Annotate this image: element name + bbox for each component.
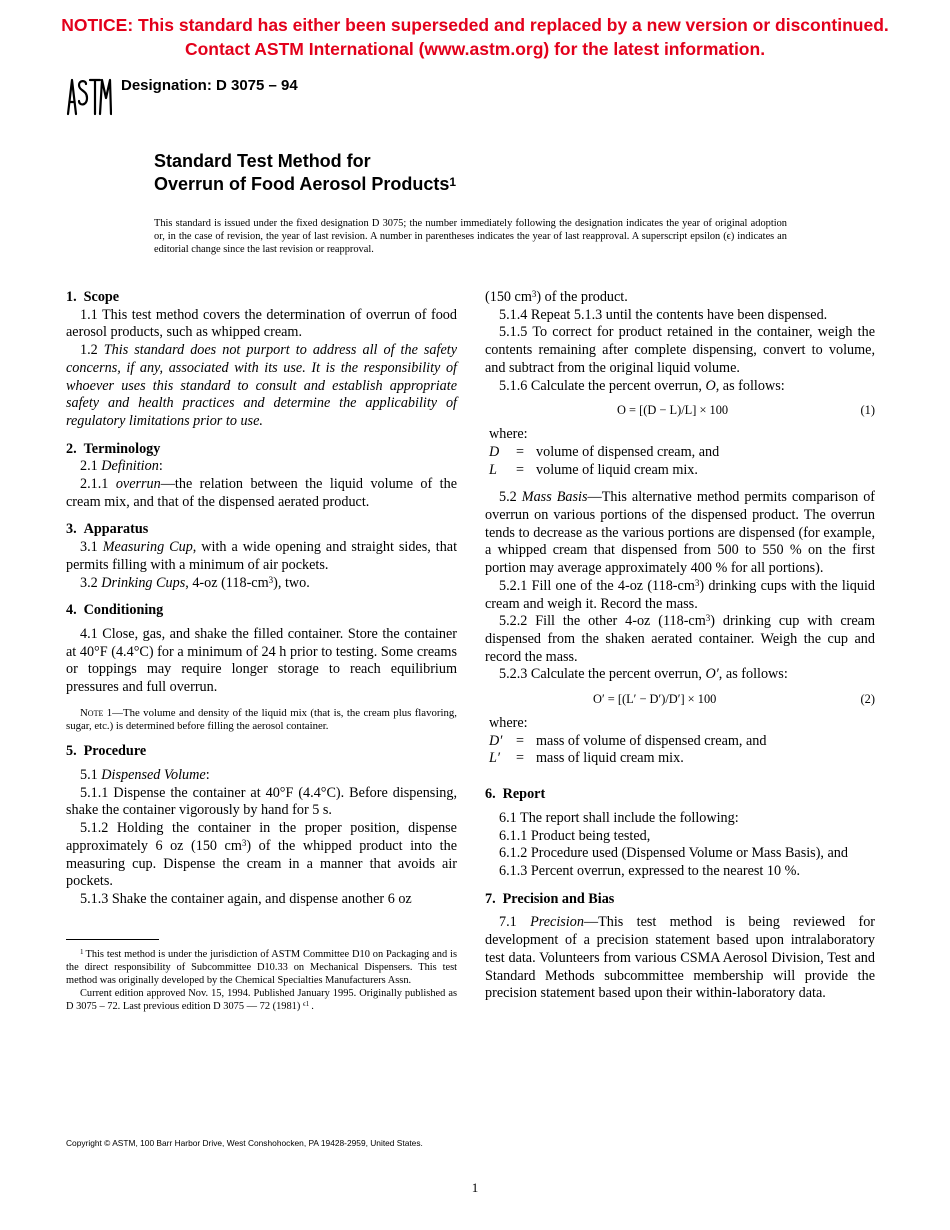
issuance-note: This standard is issued under the fixed designation D 3075; the number immediately following the designation indicates the year of original adoption or, in the case of revision, the year of last revision. A number in parentheses indicates the year of last reapproval. A superscript epsilon (ϵ) indicates an editorial change since the last revision or reapproval. — [154, 218, 787, 255]
variable-definition — [489, 462, 875, 480]
supersession-notice — [0, 13, 950, 61]
section-title: Conditioning — [83, 602, 164, 619]
paragraph-text: 5.1.6 Calculate the percent overrun, — [499, 377, 706, 394]
superscript: 3 — [241, 837, 247, 848]
paragraph-text: , as follows: — [718, 666, 788, 683]
paragraph-1-2 — [66, 342, 457, 431]
paragraph-text: , with a wide opening and straight sides, that permits filling with a minimum of air pockets. — [66, 539, 458, 573]
section-heading-precision-and-bias — [485, 891, 875, 909]
punctuation: . — [311, 1001, 314, 1013]
paragraph-2-1-1 — [66, 476, 457, 511]
paragraph-1-1: 1.1 This test method covers the determination of overrun of food aerosol products, such as whipped cream. — [66, 306, 457, 341]
superscript: 3 — [531, 289, 537, 299]
section-title: Terminology — [83, 440, 161, 457]
paragraph-text: , 4-oz (118-cm — [185, 574, 269, 591]
paragraph-4-1: 4.1 Close, gas, and shake the filled container. Store the container at 40°F (4.4°C) for a minimum of 24 h prior to testing. Some creams or toppings may require longer storage to reach equilibrium pressures and full overrun. — [66, 625, 457, 696]
variable-definitions-2 — [485, 733, 875, 768]
paragraph-5-1-6 — [485, 378, 875, 396]
paragraph-text: ), two. — [273, 574, 310, 591]
paragraph-number: 3.1 — [80, 539, 103, 556]
paragraph-number: 1.2 — [80, 342, 104, 359]
paragraph-text: 5.2.3 Calculate the percent overrun, — [499, 666, 706, 683]
term: Dispensed Volume — [101, 767, 206, 784]
superscript: 3 — [268, 574, 274, 585]
term: Mass Basis — [521, 489, 588, 506]
paragraph-text: —This test method is being reviewed for development of a precision statement based upon intralaboratory test data. Volunteers from various CSMA Aerosol Division, Test and Standard Methods subcommittee membership will provide the precision statement based upon their within-laboratory data. — [485, 914, 876, 1002]
paragraph-text: ) of the whipped product into the measuring cup. Dispense the cream in a manner that avoids air pockets. — [66, 837, 457, 890]
title-line-1: Standard Test Method for — [154, 151, 371, 171]
paragraph-number: 3.2 — [80, 574, 102, 591]
section-title: Apparatus — [83, 521, 149, 538]
designation: Designation: D 3075 – 94 — [121, 77, 298, 94]
title-line-2-text: Overrun of Food Aerosol Products — [154, 174, 450, 194]
superscript: 3 — [694, 577, 700, 588]
section-title: Report — [502, 786, 546, 803]
title-line-2 — [154, 173, 456, 196]
paragraph-3-1 — [66, 539, 457, 574]
section-number: 6. — [485, 786, 496, 803]
astm-logo — [66, 76, 112, 116]
paragraph-5-1-3: 5.1.3 Shake the container again, and dispense another 6 oz — [80, 890, 412, 907]
paragraph-text: 5.2.2 Fill the other 4-oz (118-cm — [499, 613, 706, 630]
footnote-text: This test method is under the jurisdiction of ASTM Committee D10 on Packaging and is the direct responsibility of Subcommittee D10.33 on Mechanical Dispensers. This test method was originally developed by the Chemical Specialties Manufacturers Assn. — [66, 948, 457, 986]
footnote-mark: 1 — [80, 947, 84, 956]
section-number: 1. — [66, 289, 77, 305]
section-number: 4. — [66, 602, 77, 619]
paragraph-6-1-2: 6.1.2 Procedure used (Dispensed Volume or Mass Basis), and — [499, 845, 848, 862]
where-label: where: — [489, 715, 528, 732]
section-title: Scope — [83, 289, 120, 305]
variable-description: volume of liquid cream mix. — [536, 461, 698, 478]
paragraph-5-1-2 — [66, 820, 457, 891]
section-number: 5. — [66, 743, 77, 760]
equals-sign: = — [516, 443, 525, 460]
variable-definition — [489, 733, 875, 751]
symbol: O — [705, 377, 716, 394]
term: overrun — [115, 476, 161, 493]
notice-line-2: Contact ASTM International (www.astm.org) for the latest information. — [184, 39, 766, 59]
equation-expression: O = [(D − L)/L] × 100 — [617, 403, 729, 418]
paragraph-7-1 — [485, 914, 875, 1003]
paragraph-text: ) drinking cup with cream dispensed from the shaken aerated container. Weigh the cup and record the mass. — [485, 613, 875, 665]
section-title: Precision and Bias — [502, 890, 615, 907]
section-number: 2. — [66, 440, 77, 457]
variable-description: volume of dispensed cream, and — [536, 443, 720, 460]
section-heading-apparatus — [66, 521, 457, 539]
paragraph-5-2 — [485, 489, 875, 578]
note-1 — [66, 707, 457, 734]
paragraph-6-1-3: 6.1.3 Percent overrun, expressed to the nearest 10 %. — [499, 862, 800, 879]
section-heading-procedure — [66, 743, 457, 761]
paragraph-5-2-2 — [485, 613, 875, 666]
paragraph-5-1-4: 5.1.4 Repeat 5.1.3 until the contents have been dispensed. — [499, 306, 828, 323]
epsilon-superscript: ϵ1 — [302, 1000, 310, 1009]
paragraph-5-2-3 — [485, 666, 875, 684]
note-label: Note — [80, 706, 104, 719]
term: Measuring Cup — [102, 539, 193, 556]
paragraph-text: —This alternative method permits comparison of overrun on various portions of the dispensed product. The overrun tends to decrease as the various portions are dispensed (for example, a whipped cream that dispensed from 500 to 550 % on the first portion may average approximately 400 % for all portions). — [485, 489, 876, 577]
variable-description: mass of liquid cream mix. — [536, 750, 684, 767]
superscript: 3 — [705, 613, 711, 624]
paragraph-text: ) of the product. — [536, 289, 628, 305]
equals-sign: = — [516, 732, 525, 749]
paragraph-5-1 — [66, 767, 457, 785]
section-heading-report — [485, 786, 875, 804]
copyright-line: Copyright © ASTM, 100 Barr Harbor Drive, West Conshohocken, PA 19428-2959, United States. — [66, 1138, 423, 1148]
paragraph-number: 7.1 — [499, 914, 531, 931]
document-title — [154, 150, 456, 196]
paragraph-text: (150 cm — [485, 289, 532, 305]
section-number: 7. — [485, 890, 496, 907]
variable-symbol: L — [489, 461, 497, 478]
term: Precision — [530, 914, 584, 931]
variable-definitions-1 — [485, 444, 875, 479]
section-heading-terminology — [66, 441, 457, 459]
paragraph-text: 5.1.2 Holding the container in the proper position, dispense approximately 6 oz (150 cm — [66, 820, 457, 854]
equals-sign: = — [516, 461, 525, 478]
punctuation: : — [205, 767, 210, 784]
section-heading-conditioning — [66, 602, 457, 620]
term: Drinking Cups — [101, 574, 186, 591]
footnote-rule — [66, 939, 159, 940]
paragraph-3-2 — [66, 575, 457, 593]
equation-expression: O′ = [(L′ − D′)/D′] × 100 — [593, 692, 717, 707]
paragraph-number: 5.1 — [80, 767, 102, 784]
variable-definition — [489, 750, 875, 768]
equation-2 — [485, 687, 875, 711]
equation-1 — [485, 398, 875, 422]
variable-description: mass of volume of dispensed cream, and — [536, 732, 767, 749]
equation-number: (2) — [860, 692, 875, 707]
punctuation: : — [158, 458, 163, 475]
title-footnote-mark: 1 — [449, 175, 457, 189]
paragraph-5-2-1 — [485, 578, 875, 613]
paragraph-6-1-1: 6.1.1 Product being tested, — [499, 827, 651, 844]
paragraph-2-1 — [66, 458, 457, 476]
section-title: Procedure — [83, 743, 147, 760]
paragraph-number: 2.1.1 — [80, 476, 116, 493]
paragraph-6-1: 6.1 The report shall include the following: — [499, 809, 739, 826]
where-label: where: — [489, 426, 528, 443]
section-number: 3. — [66, 521, 77, 538]
section-heading-scope — [66, 289, 457, 307]
right-column — [485, 289, 875, 1003]
paragraph-5-1-1: 5.1.1 Dispense the container at 40°F (4.4°C). Before dispensing, shake the container vigorously by hand for 5 s. — [66, 784, 457, 819]
safety-caveat-text: This standard does not purport to address all of the safety concerns, if any, associated with its use. It is the responsibility of whoever uses this standard to consult and establish appropriate safety and health practices and determine the applicability of regulatory limitations prior to use. — [66, 342, 457, 429]
paragraph-5-1-5: 5.1.5 To correct for product retained in the container, weigh the contents remaining after complete dispensing, convert to volume, and subtract from the original liquid volume. — [485, 324, 875, 376]
paragraph-5-1-3-continued — [485, 289, 875, 307]
variable-symbol: L′ — [489, 750, 500, 767]
equals-sign: = — [516, 750, 525, 767]
footnote-edition — [66, 987, 457, 1013]
term: Definition — [101, 458, 159, 475]
footnote-text: Current edition approved Nov. 15, 1994. Published January 1995. Originally published as D 3075 – 72. Last previous edition D 3075 — 72 (1981) — [66, 987, 457, 1013]
paragraph-text: 5.2.1 Fill one of the 4-oz (118-cm — [499, 577, 695, 594]
symbol: O′ — [705, 666, 719, 683]
notice-line-1: NOTICE: This standard has either been superseded and replaced by a new version or discontinued. — [61, 15, 889, 35]
equation-number: (1) — [860, 403, 875, 418]
left-column — [66, 289, 457, 1013]
paragraph-text: , as follows: — [715, 377, 785, 394]
paragraph-number: 2.1 — [80, 458, 102, 475]
paragraph-text: ) drinking cups with the liquid cream and weigh it. Record the mass. — [485, 577, 875, 612]
page-number: 1 — [471, 1180, 479, 1195]
paragraph-number: 5.2 — [499, 489, 522, 506]
definition-text: —the relation between the liquid volume of the cream mix, and that of the dispensed aerated product. — [66, 476, 458, 510]
variable-symbol: D — [489, 443, 500, 460]
footnote-1 — [66, 948, 457, 987]
variable-symbol: D′ — [489, 732, 503, 749]
note-text: 1—The volume and density of the liquid mix (that is, the cream plus flavoring, sugar, etc.) is determined before filling the aerosol container. — [66, 706, 457, 733]
variable-definition — [489, 444, 875, 462]
